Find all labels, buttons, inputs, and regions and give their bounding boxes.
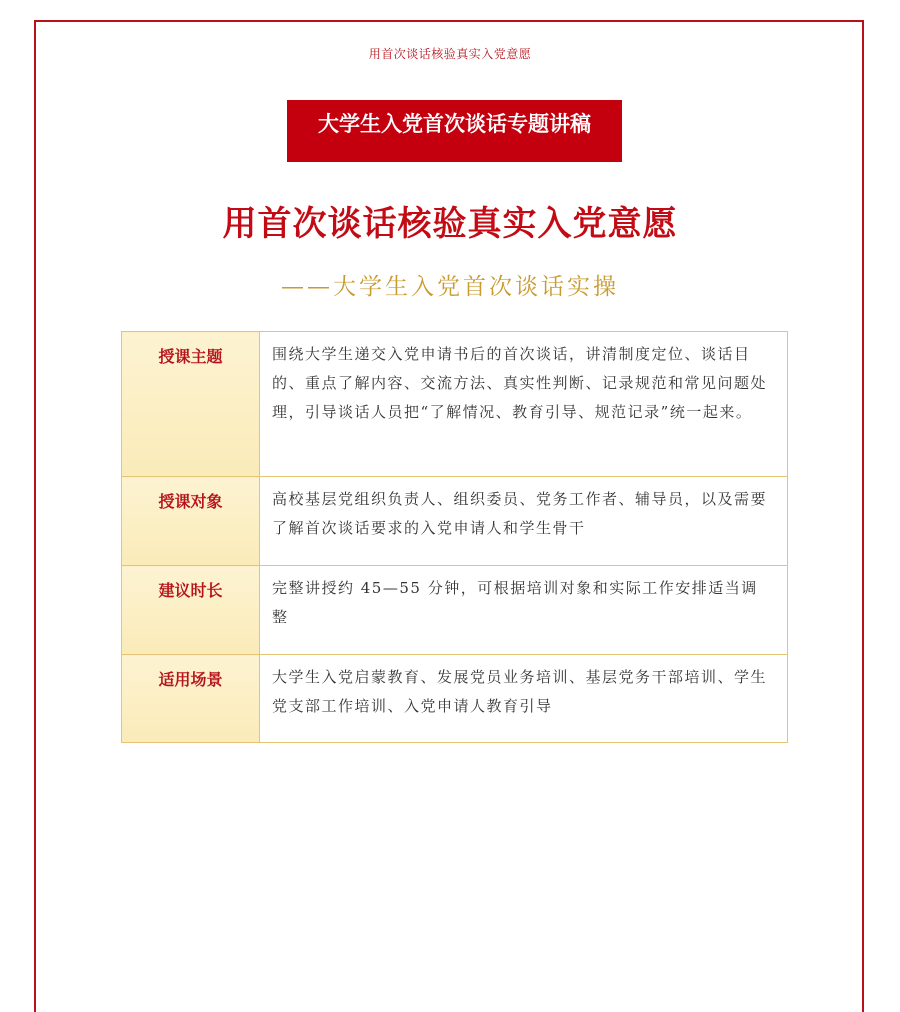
row-content: 完整讲授约 45—55 分钟，可根据培训对象和实际工作安排适当调整 [260,566,788,655]
row-label: 建议时长 [122,566,260,655]
row-content: 大学生入党启蒙教育、发展党员业务培训、基层党务干部培训、学生党支部工作培训、入党申请人教育引导 [260,655,788,743]
table-row-audience [122,477,788,566]
course-info-table [121,331,788,743]
row-content: 围绕大学生递交入党申请书后的首次谈话，讲清制度定位、谈话目的、重点了解内容、交流方法、真实性判断、记录规范和常见问题处理，引导谈话人员把“了解情况、教育引导、规范记录”统一起来。 [260,332,788,477]
running-header: 用首次谈话核验真实入党意愿 [368,47,532,61]
subtitle: ——大学生入党首次谈话实操 [281,274,619,300]
series-banner: 大学生入党首次谈话专题讲稿 [287,100,622,162]
table-row-topic [122,332,788,477]
table-row-duration [122,566,788,655]
row-label: 适用场景 [122,655,260,743]
table-row-scenarios [122,655,788,743]
row-label: 授课主题 [122,332,260,477]
row-label: 授课对象 [122,477,260,566]
main-title: 用首次谈话核验真实入党意愿 [222,204,678,244]
row-content: 高校基层党组织负责人、组织委员、党务工作者、辅导员，以及需要了解首次谈话要求的入党申请人和学生骨干 [260,477,788,566]
